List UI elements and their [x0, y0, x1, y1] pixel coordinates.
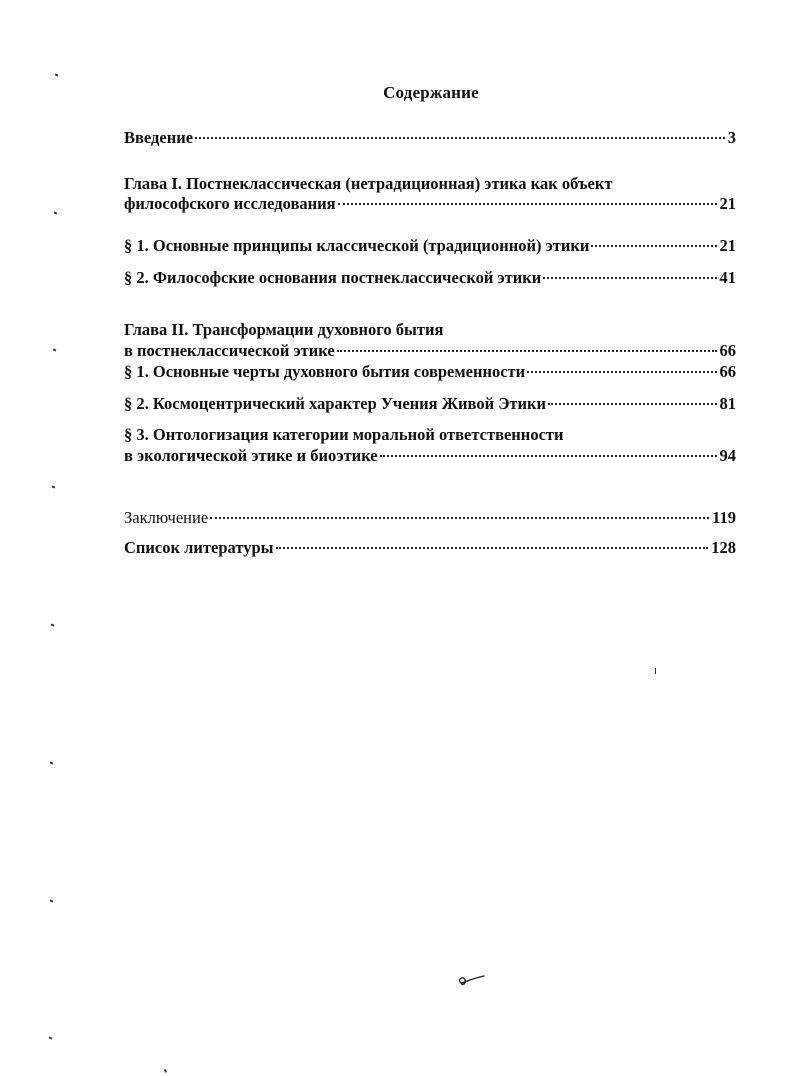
toc-entry-chapter-2 [124, 341, 736, 361]
toc-entry-text: Список литературы [124, 538, 274, 557]
toc-entry-text: Введение [124, 128, 194, 147]
toc-page-number: 94 [719, 446, 736, 465]
toc-chapter-heading: Глава II. Трансформации духовного бытия [124, 320, 444, 339]
scan-mark [51, 624, 55, 627]
scan-mark [55, 74, 59, 77]
toc-leader-dots [195, 137, 725, 139]
page-title: Содержание [383, 83, 479, 102]
toc-leader-dots [210, 517, 709, 519]
toc-leader-dots [337, 350, 717, 352]
toc-leader-dots [548, 403, 716, 405]
toc-page-number: 119 [712, 508, 736, 527]
toc-entry-bibliography [124, 538, 736, 558]
toc-entry-ch2-sec1 [124, 362, 736, 382]
toc-entry-text: § 1. Основные принципы классической (традиционной) этики [124, 236, 590, 255]
toc-page-number: 81 [719, 394, 736, 413]
toc-page-number: 21 [719, 194, 736, 213]
toc-entry-text: в постнеклассической этике [124, 341, 335, 360]
scan-mark [52, 486, 56, 489]
scan-mark [53, 349, 57, 352]
toc-leader-dots [527, 371, 716, 373]
toc-leader-dots [380, 455, 717, 457]
toc-entry-text: в экологической этике и биоэтике [124, 446, 378, 465]
toc-entry-text: философского исследования [124, 194, 336, 213]
scan-mark [164, 1069, 167, 1073]
toc-leader-dots [543, 277, 716, 279]
toc-section-heading: § 3. Онтологизация категории моральной ответственности [124, 425, 564, 444]
scan-mark [50, 762, 54, 765]
toc-entry-conclusion [124, 508, 736, 528]
toc-entry-text: Заключение [124, 508, 209, 527]
scan-mark [54, 212, 58, 215]
toc-page-number: 3 [727, 128, 736, 147]
toc-leader-dots [591, 245, 716, 247]
toc-entry-chapter-1 [124, 194, 736, 214]
toc-entry-ch2-sec2 [124, 394, 736, 414]
toc-leader-dots [276, 547, 709, 549]
toc-page-number: 66 [719, 341, 736, 360]
toc-page-number: 128 [711, 538, 736, 557]
toc-entry-introduction [124, 128, 736, 148]
toc-entry-ch2-sec3 [124, 446, 736, 466]
handwritten-signature [456, 970, 488, 990]
toc-entry-ch1-sec2 [124, 268, 736, 288]
toc-page-number: 41 [719, 268, 736, 287]
toc-chapter-heading: Глава I. Постнеклассическая (нетрадиционная) этика как объект [124, 174, 613, 193]
toc-leader-dots [338, 203, 717, 205]
toc-page-number: 66 [719, 362, 736, 381]
scan-mark [50, 900, 54, 903]
toc-entry-text: § 1. Основные черты духовного бытия современности [124, 362, 526, 381]
toc-entry-text: § 2. Философские основания постнеклассической этики [124, 268, 542, 287]
scan-mark [655, 668, 656, 674]
toc-entry-text: § 2. Космоцентрический характер Учения Живой Этики [124, 394, 547, 413]
toc-entry-ch1-sec1 [124, 236, 736, 256]
scan-mark [49, 1037, 53, 1040]
toc-page-number: 21 [719, 236, 736, 255]
